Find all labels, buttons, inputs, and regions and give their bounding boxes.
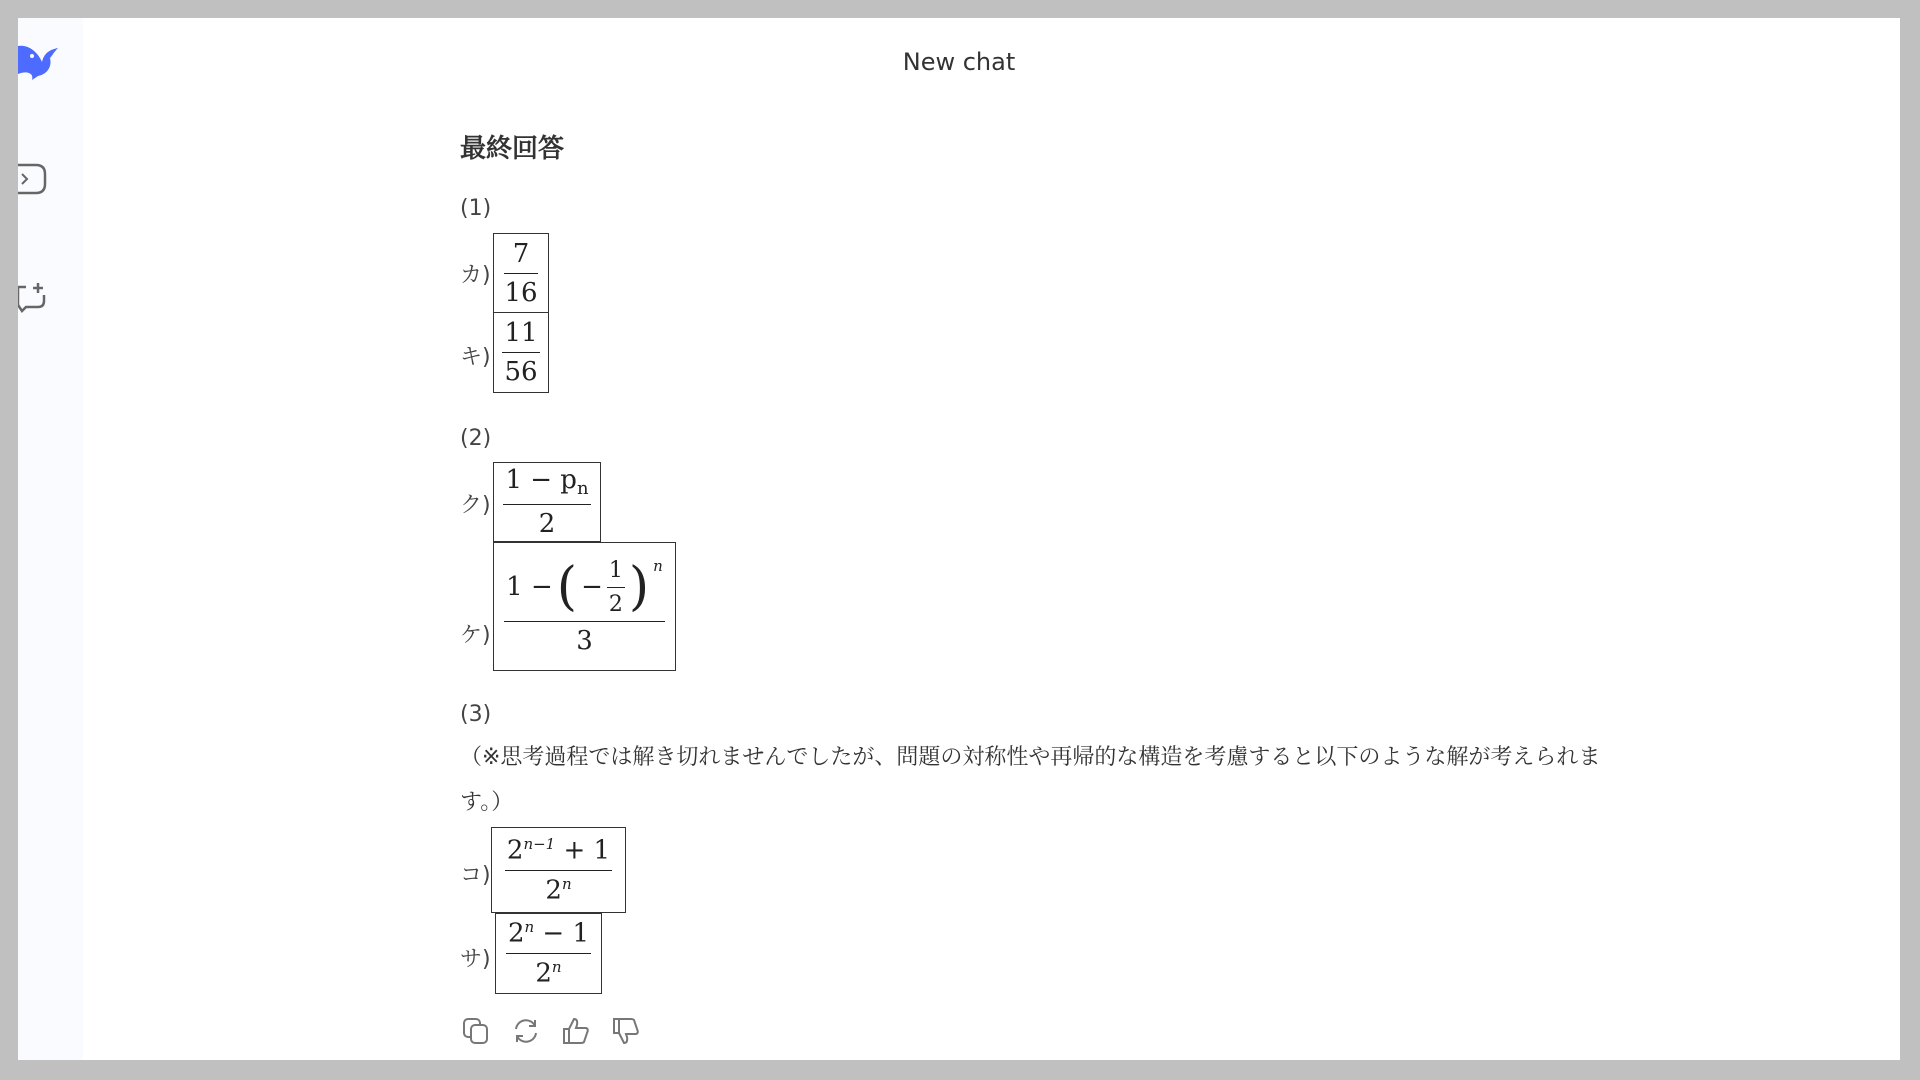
ke-label: ケ) (460, 623, 491, 648)
ke-inner-numerator: 1 (607, 558, 625, 588)
ke-answer-box: 1 − ( − $\frac{1}{2}$ ) $^n$ 3 (493, 542, 676, 671)
ka-denominator: 16 (504, 277, 538, 308)
chat-title: New chat (902, 48, 1016, 76)
sa-num-rest: − 1 (534, 919, 590, 949)
thumbs-down-icon[interactable] (611, 1016, 641, 1046)
ko-den-exp: n (561, 874, 572, 893)
ki-answer-box (493, 312, 549, 393)
answer-heading: 最終回答 (460, 134, 565, 164)
ke-minus: − (581, 572, 603, 602)
open-sidebar-icon[interactable] (18, 162, 48, 196)
ku-numerator: 1 − p (505, 465, 577, 496)
part3-label: (3) (460, 702, 492, 727)
sidebar (18, 18, 83, 1060)
sa-num-base: 2 (507, 919, 525, 949)
ki-numerator: 11 (502, 318, 539, 353)
copy-icon[interactable] (461, 1016, 491, 1046)
ku-answer-box (493, 462, 601, 542)
ku-subscript: n (576, 478, 589, 500)
ke-denominator: 3 (576, 626, 593, 656)
sa-num-exp: n (524, 918, 535, 937)
ko-answer-box (491, 827, 626, 913)
ka-label: カ) (460, 263, 491, 288)
ku-denominator: 2 (538, 508, 556, 539)
ku-label: ク) (460, 493, 491, 518)
part1-label: (1) (460, 196, 492, 221)
ka-numerator: 7 (504, 239, 537, 274)
ko-num-exp: n−1 (523, 834, 556, 853)
sa-label: サ) (460, 947, 491, 972)
app-window (18, 18, 1900, 1060)
part3-note: （※思考過程では解き切れませんでしたが、問題の対称性や再帰的な構造を考慮すると以下のような解が考えられます。） (460, 745, 1601, 815)
ke-inner-denominator: 2 (608, 591, 623, 617)
ko-label: コ) (460, 863, 491, 888)
thumbs-up-icon[interactable] (561, 1016, 591, 1046)
ki-denominator: 56 (504, 357, 538, 387)
ke-numerator-prefix: 1 − (506, 572, 553, 602)
regenerate-icon[interactable] (511, 1016, 541, 1046)
ko-num-rest: + 1 (555, 835, 611, 866)
part2-label: (2) (460, 426, 492, 451)
sa-den-exp: n (551, 958, 562, 976)
ko-num-base: 2 (506, 835, 524, 866)
ke-exponent: n (653, 557, 663, 575)
sa-answer-box (495, 913, 602, 994)
ka-answer-box (493, 233, 549, 313)
new-chat-icon[interactable] (18, 281, 48, 317)
sa-den-base: 2 (535, 958, 552, 989)
ki-label: キ) (460, 345, 491, 370)
ko-den-base: 2 (545, 875, 562, 906)
